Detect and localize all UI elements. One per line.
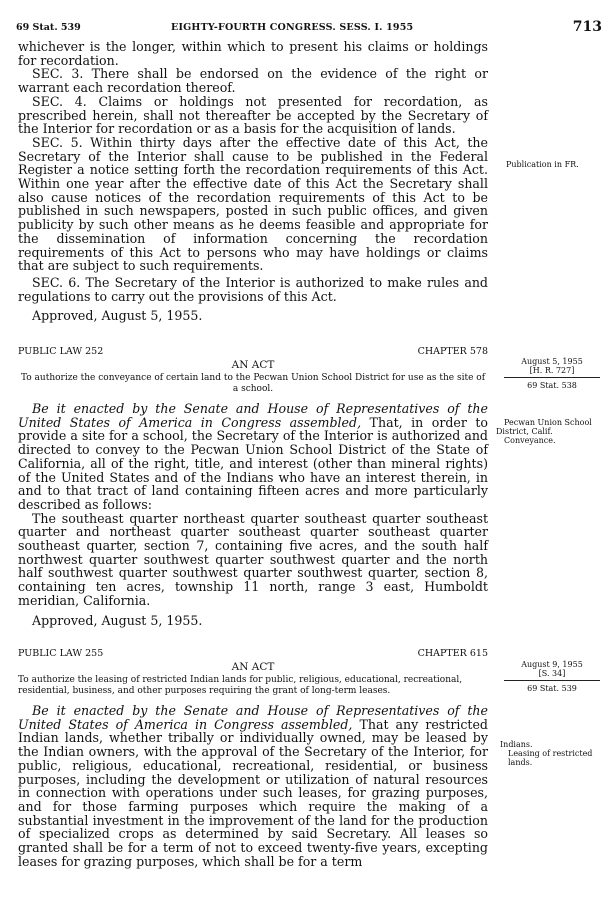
margin-indians-line1: Indians. — [500, 740, 533, 749]
margin-pecwan-line3: Conveyance. — [504, 436, 556, 445]
public-law-252 — [18, 346, 488, 628]
sidenote-stat: 69 Stat. 538 — [527, 381, 577, 390]
page-number: 713 — [572, 19, 602, 35]
sidenote-rule — [504, 377, 600, 378]
sidenote-stat: 69 Stat. 539 — [527, 684, 577, 693]
sec-3-paragraph: SEC. 3. There shall be endorsed on the evidence of the right or warrant each recordation thereof. — [18, 66, 488, 96]
header-congress-session: EIGHTY-FOURTH CONGRESS. SESS. I. 1955 — [171, 22, 414, 33]
running-header — [16, 19, 602, 35]
an-act-heading: AN ACT — [231, 661, 275, 673]
header-stat-citation: 69 Stat. 539 — [16, 22, 81, 33]
sidenote-date: August 9, 1955 — [521, 660, 583, 669]
sec-4-paragraph: SEC. 4. Claims or holdings not presented for recordation, as prescribed herein, shall not thereafter be accepted by the Secretary of the Interior for recordation or as a basis for the acquisition of lands. — [18, 93, 488, 137]
sidenote-bill: [H. R. 727] — [529, 366, 575, 375]
sidenote-law-255 — [496, 660, 608, 693]
enacting-body: That, in order to provide a site for a school, the Secretary of the Interior is authorized and directed to convey to the Pecwan Union School District of the State of California, all of the right, title, and interest (other than mineral rights) of the United States and of the Indians who have an interest therein, in and to that tract of land containing fifteen acres and more particularly described as follows: — [18, 414, 488, 512]
margin-note-pecwan — [496, 418, 608, 445]
enacting-formula: Be it enacted by the Senate and House of Representatives of the United States of America in Congress assembled, — [18, 703, 488, 732]
sidenote-law-252 — [496, 357, 608, 390]
act-title: To authorize the leasing of restricted Indian lands for public, religious, educational, recreational, residential, business, and other purposes requiring the grant of long-term leases. — [18, 675, 463, 696]
enacting-formula: Be it enacted by the Senate and House of Representatives of the United States of America in Congress assembled, — [18, 401, 488, 430]
continued-paragraph: whichever is the longer, within which to present his claims or holdings for recordation. — [18, 39, 488, 68]
land-description: The southeast quarter northeast quarter southeast quarter southeast quarter and northeast quarter southeast quarter southeast quarter southeast quarter, section 7, containing five acres, and the south half northwest quarter southwest quarter southwest quarter and the north half southwest quarter southwest quarter southwest quarter, section 8, containing ten acres, township 11 north, range 3 east, Humboldt meridian, California. — [18, 510, 488, 608]
law-heading-row — [18, 648, 488, 661]
an-act-heading: AN ACT — [231, 359, 275, 371]
enacting-body: That any restricted Indian lands, whether tribally or individually owned, may be leased by the Indian owners, with the approval of the Secretary of the Interior, for public, religious, educational, recreational, residential, or business purposes, including the development or utilization of natural resources in connection with operations under such leases, for grazing purposes, and for those farming purposes which require the making of a substantial investment in the improvement of the land for the production of specialized crops as determined by said Secretary. All leases so granted shall be for a term of not to exceed twenty-five years, excepting leases for grazing purposes, which shall be for a term — [18, 716, 488, 869]
sidenote-rule — [504, 680, 600, 681]
public-law-255 — [18, 648, 488, 868]
margin-pecwan-line2: District, Calif. — [496, 427, 553, 436]
enacting-clause — [18, 704, 488, 868]
public-law-label: PUBLIC LAW 255 — [18, 648, 104, 659]
chapter-label: CHAPTER 578 — [417, 346, 488, 357]
sidenote-date: August 5, 1955 — [521, 357, 583, 366]
continuation-block — [18, 40, 488, 323]
chapter-label: CHAPTER 615 — [417, 648, 488, 659]
sec-5-paragraph: SEC. 5. Within thirty days after the effective date of this Act, the Secretary of the Interior shall cause to be published in the Federal Register a notice setting forth the recordation requirements of this Act. Within one year after the effective date of this Act the Secretary shall also cause notices of the recordation requirements of this Act to be published in such newspapers, posted in such public offices, and given publicity by such other means as he deems feasible and appropriate for the dissemination of information concerning the recordation requirements of this Act to persons who may have holdings or claims that are subject to such requirements. — [18, 134, 488, 274]
margin-note-publication: Publication in FR. — [506, 160, 579, 169]
approved-line-2: Approved, August 5, 1955. — [32, 612, 203, 628]
law-heading-row — [18, 346, 488, 359]
margin-pecwan-line1: Pecwan Union School — [504, 418, 592, 427]
margin-indians-line2: Leasing of restricted lands. — [508, 749, 593, 767]
enacting-clause — [18, 402, 488, 512]
sidenote-bill: [S. 34] — [538, 669, 566, 678]
sec-6-paragraph: SEC. 6. The Secretary of the Interior is authorized to make rules and regulations to carry out the provisions of this Act. — [18, 274, 488, 304]
public-law-label: PUBLIC LAW 252 — [18, 346, 104, 357]
approved-line-1: Approved, August 5, 1955. — [32, 308, 203, 324]
margin-note-indians — [500, 740, 612, 767]
act-title: To authorize the conveyance of certain land to the Pecwan Union School District for use as the site of a school. — [20, 373, 486, 394]
